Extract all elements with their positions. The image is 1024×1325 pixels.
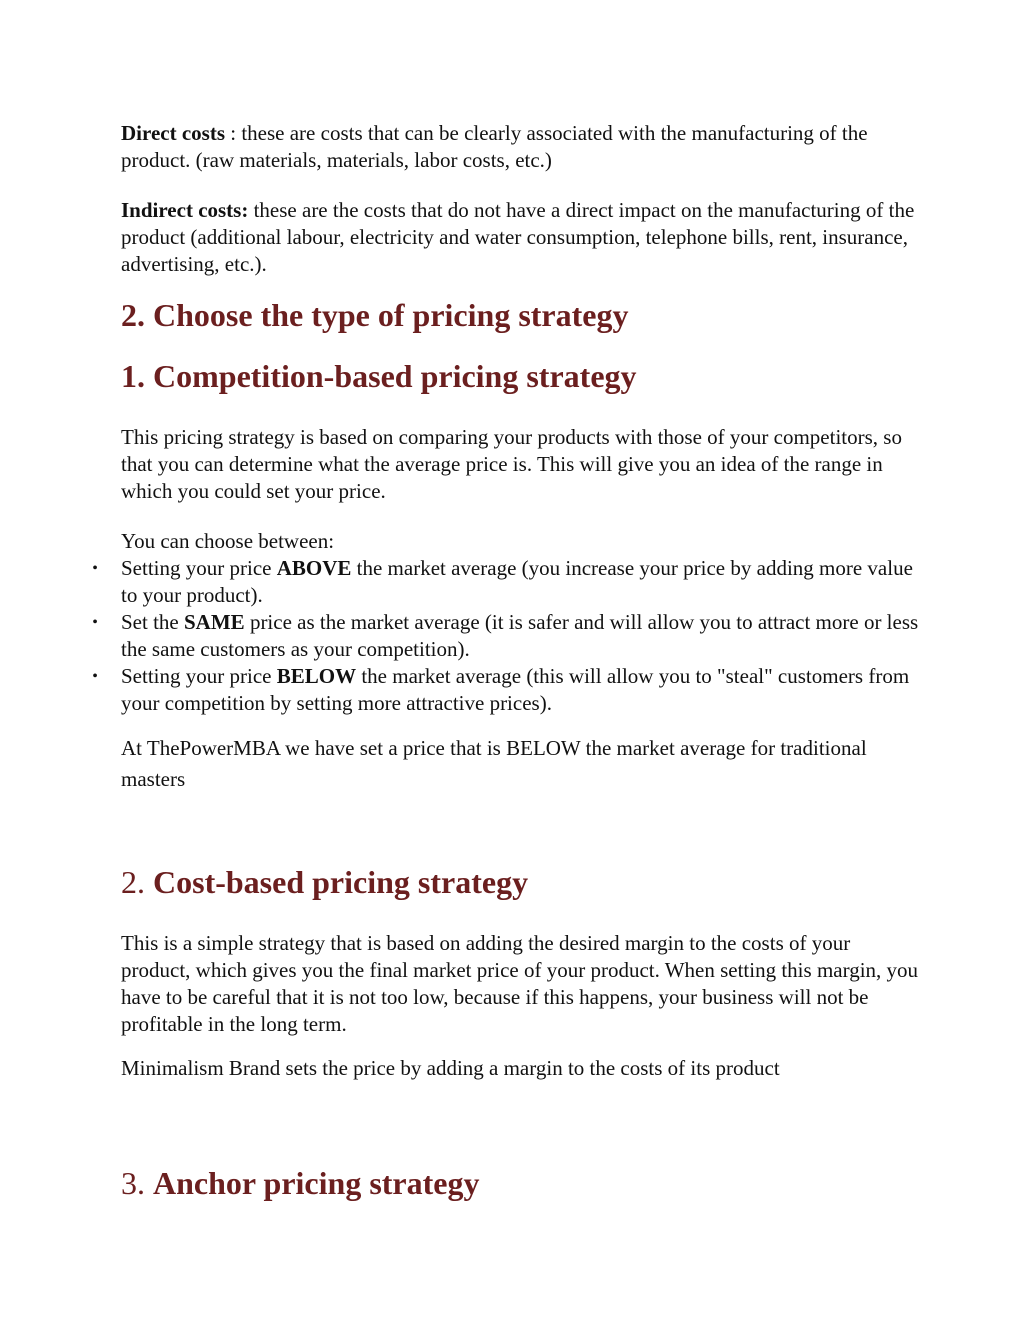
direct-costs-term: Direct costs: [121, 121, 225, 145]
pricing-options-list: [92, 555, 921, 717]
minimalism-example: Minimalism Brand sets the price by adding a margin to the costs of its product: [121, 1056, 780, 1080]
direct-costs-text: : these are costs that can be clearly associated with the manufacturing of the product. (raw materials, materials, labor costs, etc.): [121, 121, 868, 172]
cost-based-title: Cost-based pricing strategy: [153, 864, 529, 900]
bullet-icon: •: [92, 614, 98, 631]
cost-based-number: 2.: [121, 864, 153, 900]
indirect-costs-term: Indirect costs:: [121, 198, 249, 222]
anchor-number: 3.: [121, 1165, 153, 1201]
cost-based-heading: [121, 863, 921, 901]
direct-costs-paragraph: [121, 120, 921, 174]
list-item-below: • Setting your price BELOW the market average (this will allow you to "steal" customers from your competition by setting more attractive prices).: [121, 663, 921, 717]
bullet-icon: •: [92, 668, 98, 685]
list-item-above: • Setting your price ABOVE the market average (you increase your price by adding more value to your product).: [121, 555, 921, 609]
competition-heading: 1. Competition-based pricing strategy: [121, 358, 637, 394]
competition-intro: This pricing strategy is based on comparing your products with those of your competitors, so that you can determine what the average price is. This will give you an idea of the range in which you could set your price.: [121, 425, 902, 503]
indirect-costs-text: these are the costs that do not have a direct impact on the manufacturing of the product (additional labour, electricity and water consumption, telephone bills, rent, insurance, advertising, etc.).: [121, 198, 915, 276]
choose-strategy-heading: 2. Choose the type of pricing strategy: [121, 297, 629, 333]
anchor-heading: [121, 1164, 921, 1202]
list-item-same: • Set the SAME price as the market average (it is safer and will allow you to attract more or less the same customers as your competition).: [121, 609, 921, 663]
anchor-title: Anchor pricing strategy: [153, 1165, 480, 1201]
choose-between-label: You can choose between:: [121, 529, 335, 553]
bullet-icon: •: [92, 560, 98, 577]
cost-based-text: This is a simple strategy that is based on adding the desired margin to the costs of your product, which gives you the final market price of your product. When setting this margin, you have to be careful that it is not too low, because if this happens, your business will not be profitable in the long term.: [121, 931, 919, 1036]
indirect-costs-paragraph: [121, 197, 921, 278]
powermba-example: At ThePowerMBA we have set a price that is BELOW the market average for traditional masters: [121, 736, 867, 791]
